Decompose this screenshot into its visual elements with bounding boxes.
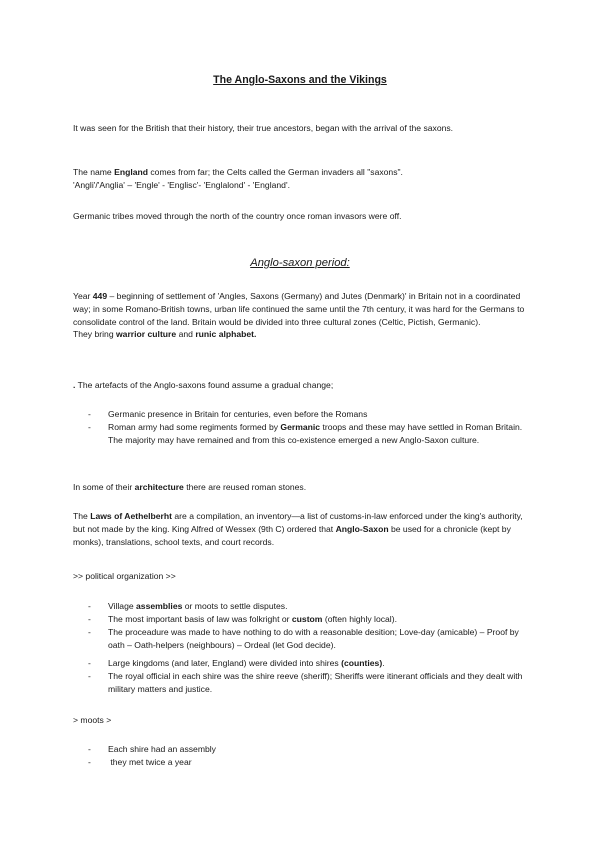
architecture-paragraph: In some of their architecture there are reused roman stones. bbox=[73, 482, 307, 492]
bullet-dash: - bbox=[88, 671, 91, 681]
bullet-dash: - bbox=[88, 601, 91, 611]
bullet-dash: - bbox=[88, 614, 91, 624]
laws-paragraph: The Laws of Aethelberht are a compilation, an inventory—a list of customs-in-law enforced under the king's authority, but not made by the king. King Alfred of Wessex (9th C) ordered that Anglo-Saxon be used for a chronicle (kept by monks), translations, school texts, and court records. bbox=[73, 511, 523, 547]
germanic-tribes-paragraph: Germanic tribes moved through the north of the country once roman invasors were off. bbox=[73, 211, 402, 221]
bullet-dash: - bbox=[88, 422, 91, 432]
england-name-paragraph: The name England comes from far; the Celts called the German invaders all "saxons". 'Angli'/'Anglia' – 'Engle' - 'Englisc'- 'Englalond' - 'England'. bbox=[73, 167, 403, 190]
section-title-anglo-saxon-period: Anglo-saxon period: bbox=[250, 257, 350, 269]
year-449-paragraph: Year 449 – beginning of settlement of 'Angles, Saxons (Germany) and Jutes (Denmark)' in Britain not in a coordinated way; in some Romano-British towns, urban life continued the same until the 7th century, it was hard for the Germans to consolidate control of the land. Britain would be divided into three cultural zones (Celtic, Pictish, Germanic). They bring warrior culture and runic alphabet. bbox=[73, 291, 525, 340]
artefacts-paragraph: . The artefacts of the Anglo-saxons found assume a gradual change; bbox=[73, 380, 334, 390]
bullet-dash: - bbox=[88, 658, 91, 668]
political-organization-heading: >> political organization >> bbox=[73, 571, 176, 581]
intro-paragraph: It was seen for the British that their history, their true ancestors, began with the arrival of the saxons. bbox=[73, 123, 454, 133]
bullet-dash: - bbox=[88, 627, 91, 637]
bullet-dash: - bbox=[88, 744, 91, 754]
bullet-dash: - bbox=[88, 409, 91, 419]
page-title: The Anglo-Saxons and the Vikings bbox=[213, 74, 387, 86]
bullet-dash: - bbox=[88, 757, 91, 767]
moots-heading: > moots > bbox=[73, 715, 112, 725]
document-page: The Anglo-Saxons and the Vikings It was seen for the British that their history, their true ancestors, began with the arrival of the saxons. The name England comes from far; the Celts called the German invaders all "saxons". 'Angli'/'Anglia' – 'Engle' - 'Englisc'- 'Englalond' - 'England'. Germanic tribes moved through the north of the country once roman invasors were off. Anglo-saxon period: Year 449 – beginning of settlement of 'Angles, Saxons (Germany) and Jutes (Denmark)' in Britain not in a coordinated way; in some Romano-British towns, urban life continued the same until the 7th century, it was hard for the Germans to consolidate control of the land. Britain would be divided into three cultural zones (Celtic, Pictish, Germanic). They bring warrior culture and runic alphabet. . The artefacts of the Anglo-saxons found assume a gradual change; - Germanic presence in Britain for centuries, even before the Romans - Roman army had some regiments formed by Germanic troops and these may have settled in Roman Britain. The majority may have remained and from this co-existence emerged a new Anglo-Saxon culture. In some of their architecture there are reused roman stones. The Laws of Aethelberht are a compilation, an inventory—a list of customs-in-law enforced under the king's authority, but not made by the king. King Alfred of Wessex (9th C) ordered that Anglo-Saxon be used for a chronicle (kept by monks), translations, school texts, and court records. >> political organization >> - Village assemblies or moots to settle disputes. - The most important basis of law was folkright or custom (often highly local). - The proceadure was made to have nothing to do with a reasonable desition; Love-day (amicable) – Proof by oath – Oath-helpers (neighbours) – Ordeal (let God decide). - Large kingdoms (and later, England) were divided into shires (counties). - The royal official in each shire was the shire reeve (sheriff); Sheriffs were itinerant officials and they dealt with military matters and justice. > moots > - Each shire had an assembly - they met twice a year bbox=[0, 0, 600, 848]
